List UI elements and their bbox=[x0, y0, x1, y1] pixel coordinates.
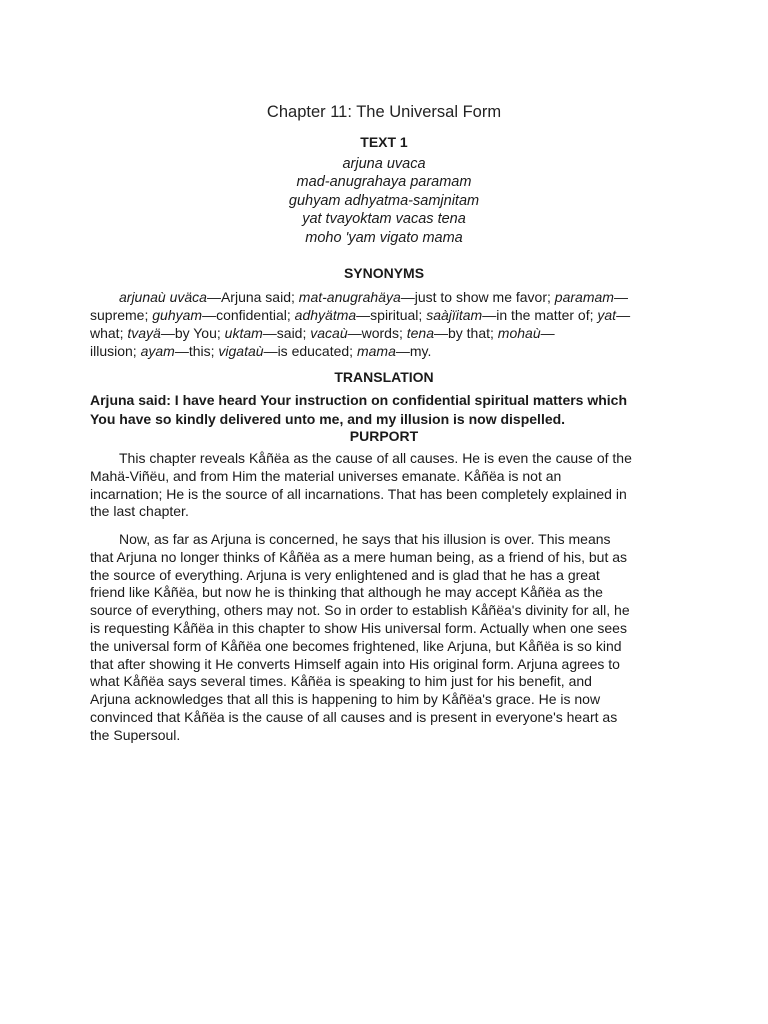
verse-line: yat tvayoktam vacas tena bbox=[302, 211, 466, 228]
purport-line: friend like Kåñëa, but now he is thinking that although he may accept Kåñëa as the bbox=[90, 584, 603, 601]
purport-line: This chapter reveals Kåñëa as the cause of all causes. He is even the cause of the bbox=[119, 450, 632, 466]
synonyms-paragraph bbox=[90, 288, 679, 360]
term-meaning: —Arjuna said; bbox=[206, 289, 299, 305]
verse-line: arjuna uvaca bbox=[342, 156, 426, 172]
sanskrit-term: guhyam bbox=[152, 307, 203, 323]
text-heading: TEXT 1 bbox=[360, 134, 408, 150]
purport-line: that Arjuna no longer thinks of Kåñëa as a mere human being, as a friend of his, but as bbox=[90, 548, 628, 565]
synonyms-heading: SYNONYMS bbox=[343, 265, 425, 281]
term-meaning: —is educated; bbox=[263, 343, 357, 359]
term-meaning: what; bbox=[90, 325, 128, 341]
term-meaning: —by You; bbox=[160, 325, 225, 341]
term-meaning: —said; bbox=[262, 325, 311, 341]
sanskrit-term: tena bbox=[406, 325, 434, 341]
translation-text bbox=[90, 391, 680, 428]
term-meaning: illusion; bbox=[90, 343, 141, 359]
term-meaning: — bbox=[613, 289, 628, 305]
purport-line: convinced that Kåñëa is the cause of all causes and is present in everyone's heart as bbox=[90, 708, 618, 725]
term-meaning: —spiritual; bbox=[356, 307, 427, 323]
purport-line: the source of everything. Arjuna is very enlightened and is glad that he has a great bbox=[90, 566, 600, 583]
translation-heading: TRANSLATION bbox=[334, 369, 434, 385]
term-meaning: —my. bbox=[395, 343, 432, 359]
sanskrit-term: yat bbox=[597, 307, 617, 323]
synonyms-line bbox=[119, 288, 679, 306]
purport-paragraph-1 bbox=[90, 450, 690, 521]
translation-line: You have so kindly delivered unto me, and my illusion is now dispelled. bbox=[90, 410, 566, 427]
verse-block bbox=[0, 155, 768, 247]
synonyms-line bbox=[90, 306, 679, 324]
purport-line: is requesting Kåñëa in this chapter to show His universal form. Actually when one sees bbox=[90, 619, 627, 636]
term-meaning: —this; bbox=[174, 343, 219, 359]
purport-line: what Kåñëa says several times. Kåñëa is speaking to him just for his benefit, and bbox=[90, 673, 592, 690]
chapter-title: Chapter 11: The Universal Form bbox=[266, 103, 502, 121]
purport-heading: PURPORT bbox=[349, 428, 419, 444]
sanskrit-term: tvayä bbox=[127, 325, 161, 341]
sanskrit-term: saàjïitam bbox=[426, 307, 483, 323]
verse-line: moho 'yam vigato mama bbox=[305, 229, 463, 246]
sanskrit-term: mat-anugrahäya bbox=[298, 289, 401, 305]
sanskrit-term: arjunaù uväca bbox=[119, 289, 207, 305]
purport-line: Now, as far as Arjuna is concerned, he says that his illusion is over. This means bbox=[119, 531, 611, 547]
term-meaning: —by that; bbox=[433, 325, 498, 341]
term-meaning: —in the matter of; bbox=[482, 307, 598, 323]
synonyms-line bbox=[90, 342, 679, 360]
purport-line: incarnation; He is the source of all incarnations. That has been completely explained in bbox=[90, 485, 627, 502]
term-meaning: supreme; bbox=[90, 307, 153, 323]
purport-line: the last chapter. bbox=[90, 503, 189, 520]
purport-line: Mahä-Viñëu, and from Him the material universes emanate. Kåñëa is not an bbox=[90, 467, 562, 484]
sanskrit-term: vigataù bbox=[218, 343, 264, 359]
purport-line: the universal form of Kåñëa one becomes frightened, like Arjuna, but Kåñëa is so kind bbox=[90, 637, 622, 654]
sanskrit-term: paramam bbox=[554, 289, 614, 305]
verse-line: guhyam adhyatma-samjnitam bbox=[288, 192, 480, 209]
sanskrit-term: adhyätma bbox=[294, 307, 357, 323]
synonyms-line bbox=[90, 324, 679, 342]
purport-line: source of everything, others may not. So in order to establish Kåñëa's divinity for all, he bbox=[90, 602, 630, 619]
sanskrit-term: uktam bbox=[224, 325, 263, 341]
term-meaning: — bbox=[616, 307, 631, 323]
term-meaning: —words; bbox=[347, 325, 407, 341]
term-meaning: —confidential; bbox=[202, 307, 295, 323]
sanskrit-term: mama bbox=[356, 343, 396, 359]
purport-line: that after showing it He converts Himself again into His original form. Arjuna agrees to bbox=[90, 655, 620, 672]
purport-line: the Supersoul. bbox=[90, 726, 181, 743]
term-meaning: — bbox=[540, 325, 555, 341]
sanskrit-term: ayam bbox=[140, 343, 175, 359]
translation-line: Arjuna said: I have heard Your instruction on confidential spiritual matters which bbox=[90, 392, 628, 408]
purport-line: Arjuna acknowledges that all this is happening to him by Kåñëa's grace. He is now bbox=[90, 691, 601, 708]
verse-line: mad-anugrahaya paramam bbox=[296, 174, 472, 191]
sanskrit-term: vacaù bbox=[310, 325, 348, 341]
term-meaning: —just to show me favor; bbox=[400, 289, 555, 305]
sanskrit-term: mohaù bbox=[497, 325, 541, 341]
purport-paragraph-2 bbox=[90, 531, 690, 745]
